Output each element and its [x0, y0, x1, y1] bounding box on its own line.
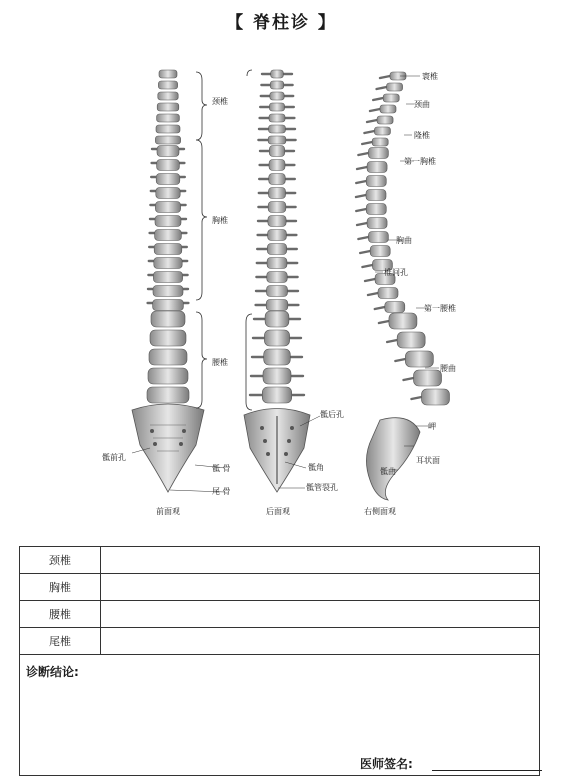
signature-label: 医师签名: [360, 757, 413, 771]
vertebra [148, 368, 188, 384]
label-first-lumbar: 第一腰椎 [424, 304, 456, 313]
vertebra [366, 176, 386, 187]
vertebra [156, 174, 180, 185]
vertebra [268, 230, 287, 241]
cervical-field[interactable] [101, 547, 540, 574]
spine-illustration [0, 60, 563, 530]
vertebra [270, 92, 284, 100]
spinous-process [387, 340, 397, 342]
label-intervertebral-foramen: 椎间孔 [384, 268, 408, 277]
label-atlas: 寰椎 [422, 72, 438, 81]
vertebra [367, 218, 387, 229]
label-cervical-curve: 颈曲 [414, 100, 430, 109]
vertebra [265, 311, 289, 327]
spinous-process [357, 223, 367, 225]
row-label: 腰椎 [20, 601, 101, 628]
spinous-process [362, 142, 372, 144]
label-sacral-curve: 骶曲 [380, 467, 396, 476]
spinous-process [373, 98, 383, 100]
vertebra [269, 125, 286, 133]
label-sacrum: 骶 骨 [212, 464, 231, 473]
vertebra [367, 162, 387, 173]
spinous-process [404, 378, 414, 380]
vertebra [366, 204, 386, 215]
vertebra [154, 244, 182, 255]
vertebra [268, 216, 286, 227]
vertebra [156, 188, 180, 199]
label-promontory: 岬 [428, 422, 436, 431]
vertebra [269, 103, 284, 111]
vertebra [405, 351, 433, 367]
vertebra [157, 146, 179, 157]
spinous-process [358, 237, 368, 239]
spinous-process [368, 293, 378, 295]
label-vertebra-prominens: 隆椎 [414, 131, 430, 140]
label-lumbar-curve: 腰曲 [440, 364, 456, 373]
spinous-process [411, 397, 421, 399]
spinous-process [360, 251, 370, 253]
label-thoracic: 胸椎 [212, 216, 228, 225]
spinous-process [356, 181, 366, 183]
vertebra [387, 83, 403, 91]
vertebra [267, 258, 287, 269]
spinous-process [356, 209, 366, 211]
spinous-process [357, 167, 367, 169]
vertebra [374, 127, 390, 135]
vertebra [263, 368, 291, 384]
label-sacral-foramen: 骶前孔 [102, 453, 126, 462]
vertebra [157, 114, 180, 122]
front-view-spine [132, 70, 225, 492]
label-auricular-surface: 耳状面 [416, 456, 440, 465]
spinous-process [380, 76, 390, 78]
vertebra [153, 286, 183, 297]
vertebra [378, 288, 398, 299]
spine-figure [0, 60, 563, 530]
vertebra [421, 389, 449, 405]
vertebra [268, 202, 286, 213]
vertebra [268, 136, 286, 144]
back-view-spine [244, 70, 320, 492]
vertebra [155, 202, 180, 213]
spinous-process [365, 279, 375, 281]
label-cervical: 颈椎 [212, 97, 228, 106]
vertebra [154, 258, 182, 269]
table-row [20, 574, 540, 601]
vertebra [269, 114, 285, 122]
vertebra [149, 349, 187, 365]
vertebra [269, 174, 286, 185]
vertebra [269, 160, 285, 171]
vertebra [158, 92, 178, 100]
vertebra [155, 216, 181, 227]
spinous-process [362, 265, 372, 267]
vertebra [267, 286, 288, 297]
caption-front: 前面观 [156, 507, 180, 516]
vertebra [383, 94, 399, 102]
label-thoracic-curve: 胸曲 [396, 236, 412, 245]
vertebra [156, 125, 180, 133]
vertebra [150, 330, 186, 346]
spinous-process [356, 195, 366, 197]
vertebra [385, 302, 405, 313]
spinous-process [370, 109, 380, 111]
vertebra [377, 116, 393, 124]
label-lumbar: 腰椎 [212, 358, 228, 367]
signature-line[interactable] [432, 770, 542, 771]
label-coccyx: 尾 骨 [212, 487, 231, 496]
page-title: 【 脊柱诊 】 [226, 13, 337, 33]
lumbar-field[interactable] [101, 601, 540, 628]
label-posterior-foramen: 骶后孔 [320, 410, 344, 419]
vertebra [372, 138, 388, 146]
label-first-thoracic: 第一胸椎 [404, 157, 436, 166]
caption-side: 右侧面观 [364, 507, 396, 516]
label-sacral-hiatus: 骶管裂孔 [306, 483, 338, 492]
spinous-process [364, 131, 374, 133]
vertebra [269, 146, 284, 157]
vertebra [267, 244, 286, 255]
caption-back: 后面观 [266, 507, 290, 516]
spinous-process [395, 359, 405, 361]
row-label: 颈椎 [20, 547, 101, 574]
vertebra [151, 311, 185, 327]
vertebra [155, 230, 182, 241]
vertebra [157, 160, 180, 171]
side-view-spine [356, 72, 449, 500]
vertebra [380, 105, 396, 113]
table-row [20, 547, 540, 574]
vertebra [153, 300, 184, 311]
table-row [20, 628, 540, 655]
table-row [20, 655, 540, 776]
vertebra [153, 272, 182, 283]
vertebra [271, 70, 284, 78]
vertebra [368, 148, 388, 159]
vertebra [262, 387, 291, 403]
vertebra [157, 103, 179, 111]
vertebra [147, 387, 189, 403]
vertebra [155, 136, 180, 144]
vertebra [270, 81, 283, 89]
spinous-process [379, 321, 389, 323]
vertebra [266, 300, 288, 311]
vertebra [264, 330, 289, 346]
diagnosis-table [19, 546, 540, 776]
spinous-process [375, 307, 385, 309]
conclusion-field[interactable] [20, 655, 540, 776]
vertebra [159, 70, 177, 78]
vertebra [368, 232, 388, 243]
row-label: 尾椎 [20, 628, 101, 655]
label-sacral-horn: 骶角 [308, 463, 324, 472]
spinous-process [367, 120, 377, 122]
vertebra [389, 313, 417, 329]
vertebra [366, 190, 386, 201]
vertebra [397, 332, 425, 348]
row-label: 胸椎 [20, 574, 101, 601]
vertebra [158, 81, 177, 89]
vertebra [414, 370, 442, 386]
vertebra [267, 272, 287, 283]
thoracic-field[interactable] [101, 574, 540, 601]
spinous-process [377, 87, 387, 89]
vertebra [264, 349, 291, 365]
vertebra [268, 188, 285, 199]
conclusion-label: 诊断结论: [26, 665, 79, 679]
coccygeal-field[interactable] [101, 628, 540, 655]
vertebra [370, 246, 390, 257]
table-row [20, 601, 540, 628]
spinous-process [358, 153, 368, 155]
